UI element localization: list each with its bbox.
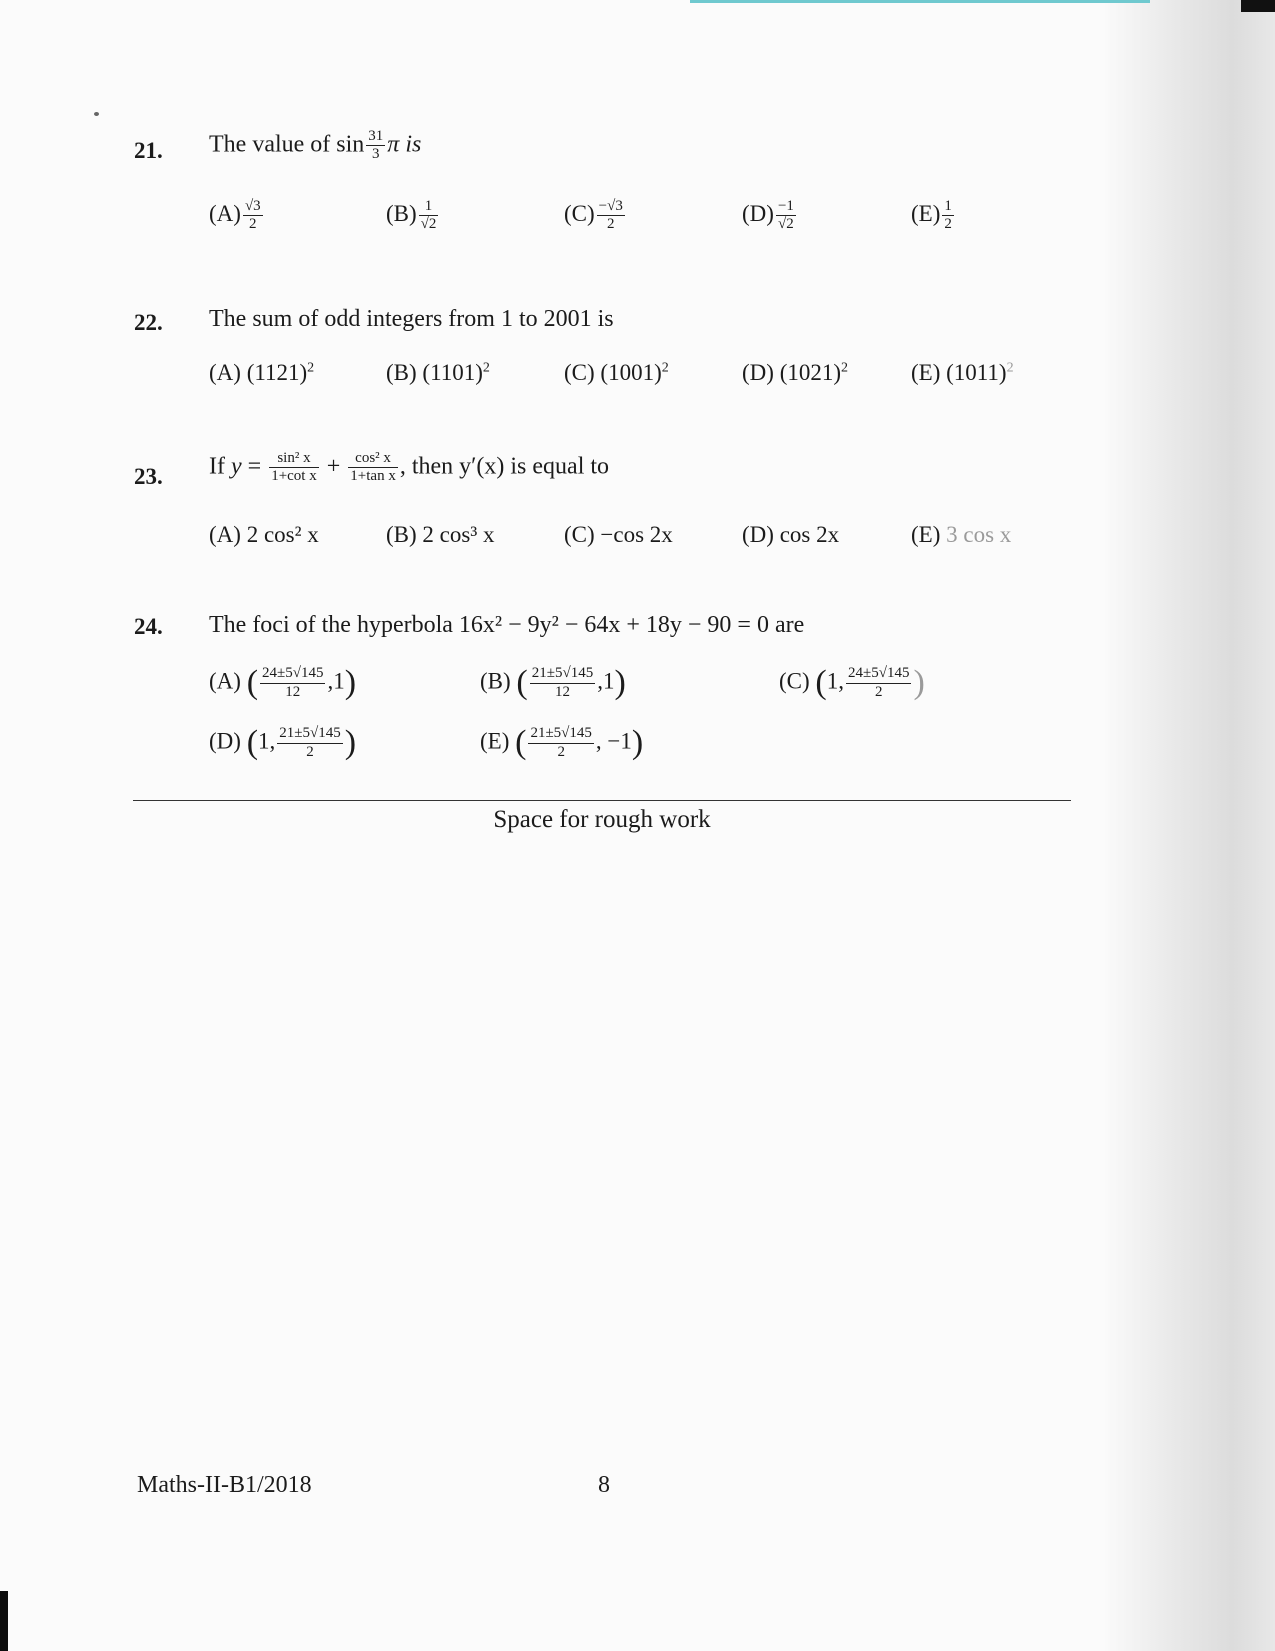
option-b[interactable]: (B) $(1101)^2$: [386, 360, 490, 385]
option-d[interactable]: (D) cos 2x: [742, 522, 840, 547]
paper-code: Maths-II-B1/2018: [137, 1472, 312, 1498]
scan-corner: [1241, 0, 1275, 12]
option-a[interactable]: (A) ( $\frac{24\pm 5√145}{12}$ ,1): [209, 664, 357, 701]
option-a[interactable]: (A) $\frac{√3}{2}$: [209, 198, 261, 233]
option-b[interactable]: (B) $\frac{1}{√2}$: [386, 198, 437, 233]
option-b[interactable]: (B) 2 cos³ x: [386, 522, 495, 547]
question-number: 23.: [134, 464, 163, 489]
option-c[interactable]: (C) $(1001)^2$: [564, 360, 669, 385]
speck: [94, 112, 99, 116]
question-text: The value of sin $\frac{31}{3}$ π is: [209, 128, 422, 163]
option-c[interactable]: (C) $\frac{-√3}{2}$: [564, 198, 623, 233]
option-e[interactable]: (E) $(1011)^2$: [911, 360, 1014, 385]
option-e[interactable]: (E) $\frac{1}{2}$: [911, 198, 952, 233]
question-text: If y = $\frac{\text{sin² x}}{\text{1+cot x}}$ + $\frac{\text{cos² x}}{\text{1+tan x}}$ , then y′(x) is equal to: [209, 450, 610, 485]
option-a[interactable]: (A) 2 cos² x: [209, 522, 319, 547]
option-d[interactable]: (D) (1, $\frac{21\pm 5√145}{2}$ ): [209, 724, 357, 761]
divider: [133, 800, 1071, 801]
page-number: 8: [598, 1472, 610, 1498]
option-b[interactable]: (B) ( $\frac{21\pm 5√145}{12}$ ,1): [480, 664, 626, 701]
question-number: 24.: [134, 614, 163, 639]
scan-edge: [690, 0, 1150, 3]
option-a[interactable]: (A) $(1121)^2$: [209, 360, 315, 385]
option-d[interactable]: (D) $\frac{-1}{√2}$: [742, 198, 794, 233]
scan-edge-bottom: [0, 1591, 8, 1651]
question-text: The sum of odd integers from 1 to 2001 is: [209, 306, 614, 332]
question-number: 21.: [134, 138, 163, 163]
scan-shadow: [1105, 0, 1275, 1651]
option-e[interactable]: (E) ( $\frac{21\pm 5√145}{2}$ , −1): [480, 724, 644, 761]
option-c[interactable]: (C) −cos 2x: [564, 522, 673, 547]
question-text: The foci of the hyperbola 16x² − 9y² − 64x + 18y − 90 = 0 are: [209, 612, 805, 638]
option-e[interactable]: (E) 3 cos x: [911, 522, 1012, 547]
question-number: 22.: [134, 310, 163, 335]
option-c[interactable]: (C) (1, $\frac{24\pm 5√145}{2}$ ): [779, 664, 925, 701]
option-d[interactable]: (D) $(1021)^2$: [742, 360, 849, 385]
rough-work-label: Space for rough work: [493, 806, 711, 833]
